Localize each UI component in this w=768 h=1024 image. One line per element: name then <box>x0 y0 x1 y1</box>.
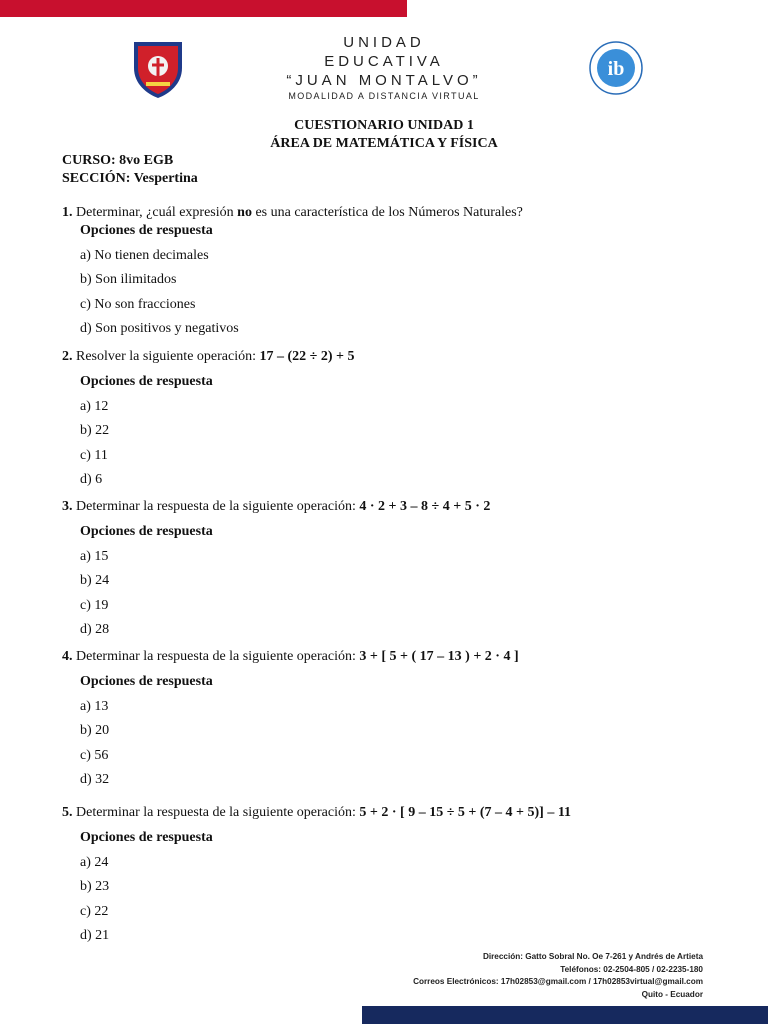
question-2 <box>62 348 355 489</box>
question-number: 2. <box>62 349 73 364</box>
option-b: b) 24 <box>80 573 110 589</box>
option-b: b) 20 <box>80 723 110 739</box>
title-line-1: CUESTIONARIO UNIDAD 1 <box>294 118 474 133</box>
option-d: d) 21 <box>80 928 110 944</box>
footer-contact <box>413 951 703 1001</box>
question-stem <box>62 804 571 822</box>
top-red-bar <box>0 0 407 17</box>
svg-text:ib: ib <box>607 58 625 80</box>
option-b: b) Son ilimitados <box>80 272 177 288</box>
school-line-3: “JUAN MONTALVO” <box>286 72 482 89</box>
option-a: a) 13 <box>80 698 109 714</box>
option-a: a) 12 <box>80 398 109 414</box>
option-a: a) No tienen decimales <box>80 247 209 263</box>
options-list <box>80 673 519 789</box>
question-emphasis: no <box>237 205 252 220</box>
footer-emails: Correos Electrónicos: 17h02853@gmail.com / 17h02853virtual@gmail.com <box>413 977 703 987</box>
question-number: 5. <box>62 805 73 820</box>
question-stem <box>62 498 490 516</box>
question-expression: 3 + [ 5 + ( 17 – 13 ) + 2 · 4 ] <box>359 649 519 664</box>
option-c: c) No son fracciones <box>80 296 196 312</box>
options-list <box>80 373 355 489</box>
footer-phones: Teléfonos: 02-2504-805 / 02-2235-180 <box>560 964 703 974</box>
option-b: b) 23 <box>80 879 110 895</box>
question-text: Determinar, ¿cuál expresión <box>72 205 238 220</box>
options-heading: Opciones de respuesta <box>80 374 213 389</box>
option-d: d) Son positivos y negativos <box>80 321 239 337</box>
title-line-2: ÁREA DE MATEMÁTICA Y FÍSICA <box>270 136 498 151</box>
options-heading: Opciones de respuesta <box>80 524 213 539</box>
option-d: d) 28 <box>80 622 110 638</box>
question-number: 3. <box>62 499 73 514</box>
question-text: Determinar la respuesta de la siguiente operación: <box>72 805 360 820</box>
option-d: d) 6 <box>80 472 103 488</box>
footer-address: Dirección: Gatto Sobral No. Oe 7-261 y Andrés de Artieta <box>482 952 703 961</box>
options-heading: Opciones de respuesta <box>80 674 213 689</box>
options-heading: Opciones de respuesta <box>80 223 213 238</box>
modality-label: MODALIDAD A DISTANCIA VIRTUAL <box>288 91 480 101</box>
option-c: c) 19 <box>80 597 109 613</box>
option-a: a) 24 <box>80 854 109 870</box>
question-stem <box>62 348 355 366</box>
question-stem <box>62 204 523 222</box>
school-line-2: EDUCATIVA <box>324 53 444 70</box>
question-expression: 17 – (22 ÷ 2) + 5 <box>259 349 355 364</box>
question-text: Determinar la respuesta de la siguiente operación: <box>72 649 360 664</box>
question-5 <box>62 804 571 945</box>
section-label: SECCIÓN: Vespertina <box>62 171 198 186</box>
option-b: b) 22 <box>80 423 110 439</box>
question-expression: 5 + 2 · [ 9 – 15 ÷ 5 + (7 – 4 + 5)] – 11 <box>359 805 572 820</box>
option-c: c) 22 <box>80 903 109 919</box>
options-heading: Opciones de respuesta <box>80 830 213 845</box>
question-text: Resolver la siguiente operación: <box>72 349 260 364</box>
course-label: CURSO: 8vo EGB <box>62 153 174 168</box>
course-info <box>62 152 198 188</box>
question-3 <box>62 498 490 639</box>
options-list <box>80 829 571 945</box>
document-title <box>0 117 768 153</box>
option-d: d) 32 <box>80 772 110 788</box>
question-4 <box>62 648 519 789</box>
options-list <box>80 523 490 639</box>
ib-world-school-icon <box>588 40 644 96</box>
question-expression: 4 · 2 + 3 – 8 ÷ 4 + 5 · 2 <box>359 499 491 514</box>
question-text: Determinar la respuesta de la siguiente operación: <box>72 499 360 514</box>
question-number: 4. <box>62 649 73 664</box>
question-number: 1. <box>62 205 73 220</box>
question-stem <box>62 648 519 666</box>
option-a: a) 15 <box>80 548 109 564</box>
footer-city: Quito - Ecuador <box>641 989 703 999</box>
options-list <box>80 222 523 338</box>
question-text: es una característica de los Números Naturales? <box>251 205 523 220</box>
option-c: c) 56 <box>80 747 109 763</box>
school-name-block <box>0 33 768 102</box>
question-1 <box>62 204 523 338</box>
option-c: c) 11 <box>80 447 108 463</box>
school-line-1: UNIDAD <box>343 34 425 51</box>
bottom-navy-bar <box>362 1006 768 1024</box>
